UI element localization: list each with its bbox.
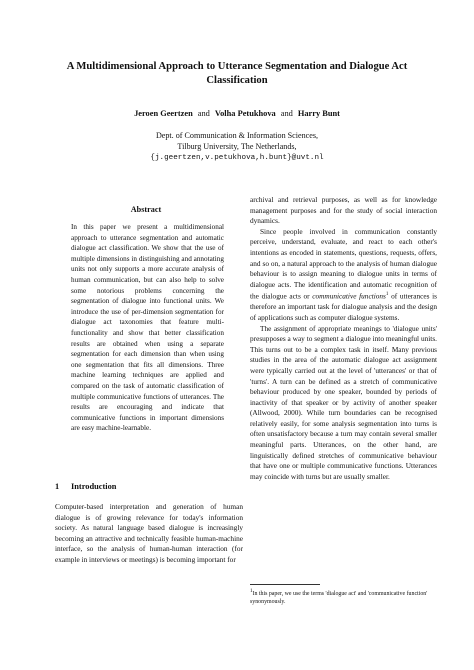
abstract-heading: Abstract [130,205,162,214]
author-emails: {j.geertzen,v.petukhova,h.bunt}@uvt.nl [150,153,324,162]
author-name: Jeroen Geertzen [134,109,193,118]
author-list [40,108,434,119]
author-separator: and [197,109,210,118]
footnote-marker: 1 [385,292,389,298]
italic-term: communicative functions [312,291,386,301]
author-name: Volha Petukhova [214,109,276,118]
paper-title: A Multidimensional Approach to Utterance Segmentation and Dialogue Act Classification [66,61,408,86]
intro-paragraph-continued: archival and retrieval purposes, as well as for knowledge management purposes and for the study of social interaction dynamics. [250,195,437,226]
footnote-divider [250,584,320,585]
paragraph-text: of utterances is therefore an important task for dialogue analysis and the design of applications such as computer dialogue systems. [250,291,438,322]
abstract-text: In this paper we present a multidimensional approach to utterance segmentation and automatic dialogue act classification. We show that the use of multiple dimensions in distinguishing and annotating units not only supports a more accurate analysis of human communication, but can also help to solve some notorious problems concerning the segmentation of dialogue into functional units. We introduce the use of per-dimension segmentation for dialogue act taxonomies that feature multi-functionality and show that better classification results are obtained when using a separate segmentation for each dimension than when using one segmentation that fits all dimensions. Three machine learning techniques are applied and compared on the task of automatic classification of multiple communicative functions of utterances. The results are encouraging and indicate that communicative functions in important dimensions are easy machine-learnable. [71,223,224,433]
affiliation-university: Tilburg University, The Netherlands, [177,142,297,152]
paragraph-text: Since people involved in communication constantly perceive, understand, evaluate, and react to each other's intentions as encoded in statements, questions, requests, offers, and so on, a natural approach to the analysis of human dialogue behaviour is to assign meaning to dialogue units in terms of dialogue acts. The identification and automatic recognition of the dialogue acts or [250,226,437,301]
intro-paragraph: Computer-based interpretation and generation of human dialogue is of growing relevance for today's information society. As natural language based dialogue is increasingly becoming an attractive and technically feasible human-machine interface, so the analysis of human-human interaction (for example in interviews or meetings) is becoming important for [55,502,243,564]
section-heading [55,482,245,491]
author-separator: and [280,109,293,118]
section-title: Introduction [71,482,117,491]
section-number: 1 [55,482,60,491]
right-column [250,195,437,482]
footnote-number: 1 [250,589,253,594]
intro-paragraph: The assignment of appropriate meanings to 'dialogue units' presupposes a way to segment a dialogue into meaningful units. This turns out to be a complex task in itself. Many previous studies in the area of the automatic dialogue act assignment were typically carried out at the level of 'utterances' or that of 'turns'. A turn can be defined as a stretch of communicative behaviour produced by one speaker, bounded by periods of inactivity of that speaker or by activity of another speaker (Allwood, 2000). While turn boundaries can be recognised relatively easily, for some analysis segmentation into turns is often unsatisfactory because a turn may contain several smaller meaningful parts. Utterances, on the other hand, are linguistically defined stretches of communicative behaviour that have one or multiple communicative functions. Utterances may coincide with turns but are usually smaller. [250,323,437,481]
author-name: Harry Bunt [297,109,340,118]
footnote [250,588,437,606]
intro-paragraph [250,227,437,324]
footnote-text: In this paper, we use the terms 'dialogue act' and 'communicative function' synonymously. [250,590,428,605]
affiliation-dept: Dept. of Communication & Information Sciences, [155,131,319,140]
affiliation [40,130,434,164]
